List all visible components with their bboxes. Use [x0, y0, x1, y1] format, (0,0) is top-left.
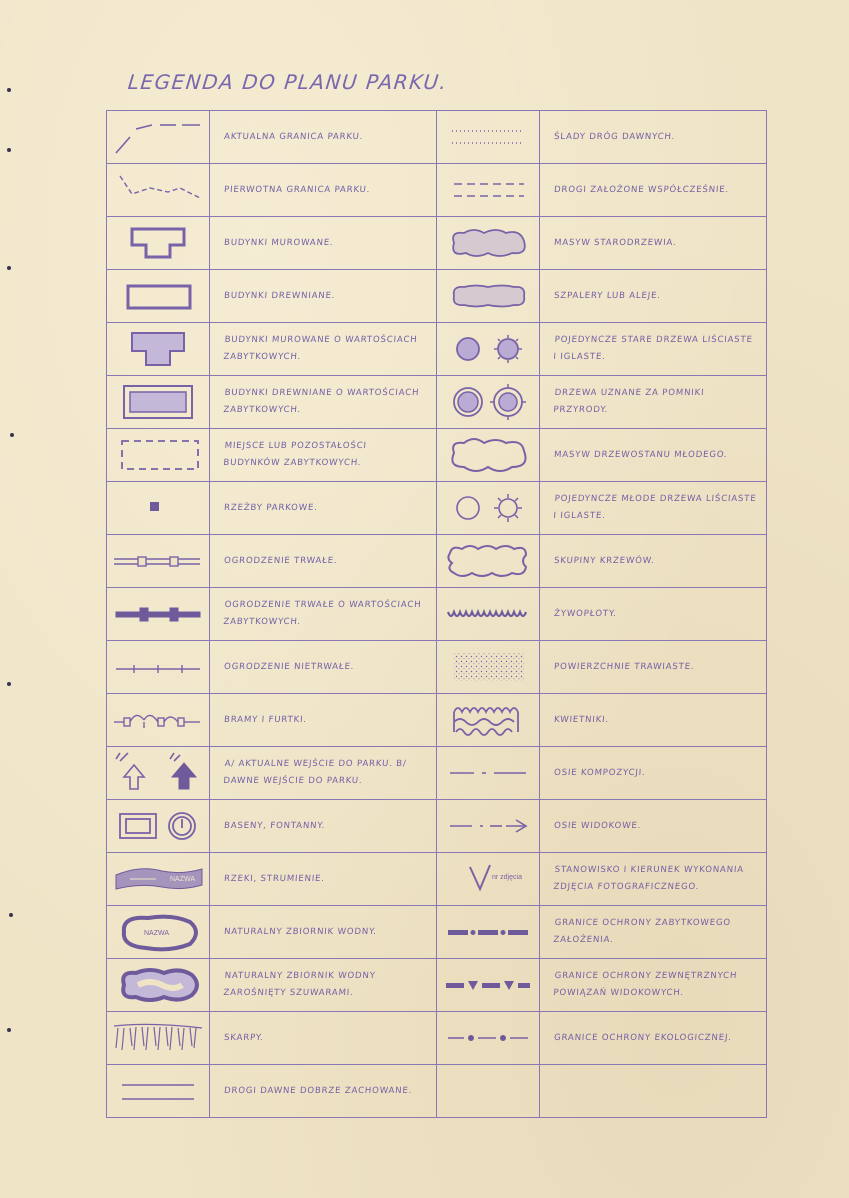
- legend-label: BRAMY I FURTKI.: [223, 714, 308, 725]
- legend-label: PIERWOTNA GRANICA PARKU.: [223, 184, 371, 195]
- legend-label: NATURALNY ZBIORNIK WODNY ZAROŚNIĘTY SZUWARAMI.: [223, 971, 377, 998]
- current-park-boundary-icon: [110, 115, 206, 159]
- binding-hole-mark: [7, 1028, 11, 1032]
- single-young-trees-icon: [440, 486, 536, 530]
- preserved-old-roads-icon: [110, 1069, 206, 1113]
- legend-row: [107, 482, 767, 535]
- legend-row: [107, 1012, 767, 1065]
- legend-label: POWIERZCHNIE TRAWIASTE.: [553, 661, 695, 672]
- legend-label: POJEDYNCZE STARE DRZEWA LIŚCIASTE I IGLASTE.: [553, 335, 754, 362]
- legend-label: DROGI DAWNE DOBRZE ZACHOWANE.: [223, 1085, 413, 1096]
- view-axes-icon: [440, 804, 536, 848]
- hedges-icon: [440, 592, 536, 636]
- legend-label: RZEKI, STRUMIENIE.: [223, 873, 326, 884]
- flower-beds-icon: [440, 698, 536, 742]
- legend-label: STANOWISKO I KIERUNEK WYKONANIA ZDJĘCIA FOTOGRAFICZNEGO.: [553, 865, 745, 892]
- photo-position-icon: [440, 857, 536, 901]
- binding-hole-mark: [7, 148, 11, 152]
- legend-label: OSIE WIDOKOWE.: [553, 820, 642, 831]
- legend-row: [107, 217, 767, 270]
- heritage-protection-boundary-icon: [440, 910, 536, 954]
- wooden-building-icon: [110, 274, 206, 318]
- historic-wooden-building-icon: [110, 380, 206, 424]
- external-views-protection-icon: [440, 963, 536, 1007]
- binding-hole-mark: [10, 433, 14, 437]
- tree-avenue-icon: [440, 274, 536, 318]
- legend-row: [107, 164, 767, 217]
- legend-row: [107, 323, 767, 376]
- legend-label: NATURALNY ZBIORNIK WODNY.: [223, 926, 378, 937]
- legend-label: A/ AKTUALNE WEJŚCIE DO PARKU. B/ DAWNE WEJŚCIE DO PARKU.: [223, 759, 407, 786]
- legend-row: [107, 1065, 767, 1118]
- legend-label: SKUPINY KRZEWÓW.: [553, 555, 655, 566]
- historic-brick-building-icon: [110, 327, 206, 371]
- legend-label: POJEDYNCZE MŁODE DRZEWA LIŚCIASTE I IGLASTE.: [553, 494, 757, 521]
- park-entrance-arrows-icon: [110, 751, 206, 795]
- gates-wickets-icon: [110, 698, 206, 742]
- legend-label: SZPALERY LUB ALEJE.: [553, 290, 662, 301]
- young-tree-mass-icon: [440, 433, 536, 477]
- empty-label-cell: [540, 1065, 767, 1118]
- historic-building-remains-icon: [110, 433, 206, 477]
- legend-label: BASENY, FONTANNY.: [223, 820, 326, 831]
- river-name-text: NAZWA: [170, 876, 196, 883]
- legend-row: [107, 429, 767, 482]
- grass-surfaces-icon: [440, 645, 536, 689]
- legend-label: OSIE KOMPOZYCJI.: [553, 767, 646, 778]
- pools-fountains-icon: [110, 804, 206, 848]
- shrub-groups-icon: [440, 539, 536, 583]
- legend-label: ŻYWOPŁOTY.: [553, 608, 618, 619]
- label-cell: [540, 111, 767, 164]
- legend-label: MASYW STARODRZEWIA.: [553, 237, 677, 248]
- binding-hole-mark: [9, 913, 13, 917]
- page-title: LEGENDA DO PLANU PARKU.: [126, 70, 449, 94]
- single-old-trees-icon: [440, 327, 536, 371]
- legend-row: [107, 270, 767, 323]
- legend-row: [107, 800, 767, 853]
- composition-axes-icon: [440, 751, 536, 795]
- legend-row: [107, 694, 767, 747]
- nature-monument-trees-icon: [440, 380, 536, 424]
- legend-label: BUDYNKI MUROWANE O WARTOŚCIACH ZABYTKOWYCH.: [223, 335, 418, 362]
- symbol-cell: [107, 111, 210, 164]
- legend-label: DROGI ZAŁOŻONE WSPÓŁCZEŚNIE.: [553, 184, 730, 195]
- old-tree-mass-icon: [440, 221, 536, 265]
- legend-label: OGRODZENIE TRWAŁE O WARTOŚCIACH ZABYTKOWYCH.: [223, 600, 422, 627]
- legend-label: OGRODZENIE TRWAŁE.: [223, 555, 338, 566]
- legend-label: BUDYNKI DREWNIANE.: [223, 290, 336, 301]
- legend-label: MASYW DRZEWOSTANU MŁODEGO.: [553, 449, 728, 460]
- legend-row: [107, 641, 767, 694]
- temporary-fence-icon: [110, 645, 206, 689]
- historic-permanent-fence-icon: [110, 592, 206, 636]
- legend-row: [107, 906, 767, 959]
- legend-label: GRANICE OCHRONY ZABYTKOWEGO ZAŁOŻENIA.: [553, 918, 732, 945]
- rivers-streams-icon: [110, 857, 206, 901]
- legend-row: [107, 376, 767, 429]
- legend-label: RZEŹBY PARKOWE.: [223, 502, 319, 513]
- empty-symbol-cell: [437, 1065, 540, 1118]
- legend-label: BUDYNKI DREWNIANE O WARTOŚCIACH ZABYTKOWYCH.: [223, 388, 420, 415]
- legend-label: ŚLADY DRÓG DAWNYCH.: [553, 131, 676, 142]
- binding-hole-mark: [7, 682, 11, 686]
- legend-label: SKARPY.: [223, 1032, 265, 1043]
- legend-label: DRZEWA UZNANE ZA POMNIKI PRZYRODY.: [553, 388, 705, 415]
- escarpments-icon: [110, 1016, 206, 1060]
- legend-table: [106, 110, 767, 1118]
- legend-label: OGRODZENIE NIETRWAŁE.: [223, 661, 355, 672]
- legend-row: [107, 588, 767, 641]
- overgrown-pond-icon: [110, 963, 206, 1007]
- legend-label: GRANICE OCHRONY EKOLOGICZNEJ.: [553, 1032, 733, 1043]
- label-cell: [210, 111, 437, 164]
- natural-pond-icon: [110, 910, 206, 954]
- legend-label: MIEJSCE LUB POZOSTAŁOŚCI BUDYNKÓW ZABYTKOWYCH.: [223, 441, 368, 468]
- brick-building-icon: [110, 221, 206, 265]
- photo-number-text: nr zdjęcia: [492, 874, 522, 881]
- park-sculptures-icon: [110, 486, 206, 530]
- pond-name-text: NAZWA: [144, 930, 170, 937]
- original-park-boundary-icon: [110, 168, 206, 212]
- legend-row: [107, 853, 767, 906]
- legend-row: [107, 535, 767, 588]
- former-road-traces-icon: [440, 115, 536, 159]
- legend-row: [107, 959, 767, 1012]
- binding-hole-mark: [7, 88, 11, 92]
- legend-label: AKTUALNA GRANICA PARKU.: [223, 131, 364, 142]
- modern-roads-icon: [440, 168, 536, 212]
- legend-label: KWIETNIKI.: [553, 714, 610, 725]
- legend-row: [107, 747, 767, 800]
- ecological-protection-boundary-icon: [440, 1016, 536, 1060]
- legend-label: GRANICE OCHRONY ZEWNĘTRZNYCH POWIĄZAŃ WIDOKOWYCH.: [553, 971, 738, 998]
- legend-label: BUDYNKI MUROWANE.: [223, 237, 334, 248]
- binding-hole-mark: [7, 266, 11, 270]
- legend-row: [107, 111, 767, 164]
- symbol-cell: [437, 111, 540, 164]
- permanent-fence-icon: [110, 539, 206, 583]
